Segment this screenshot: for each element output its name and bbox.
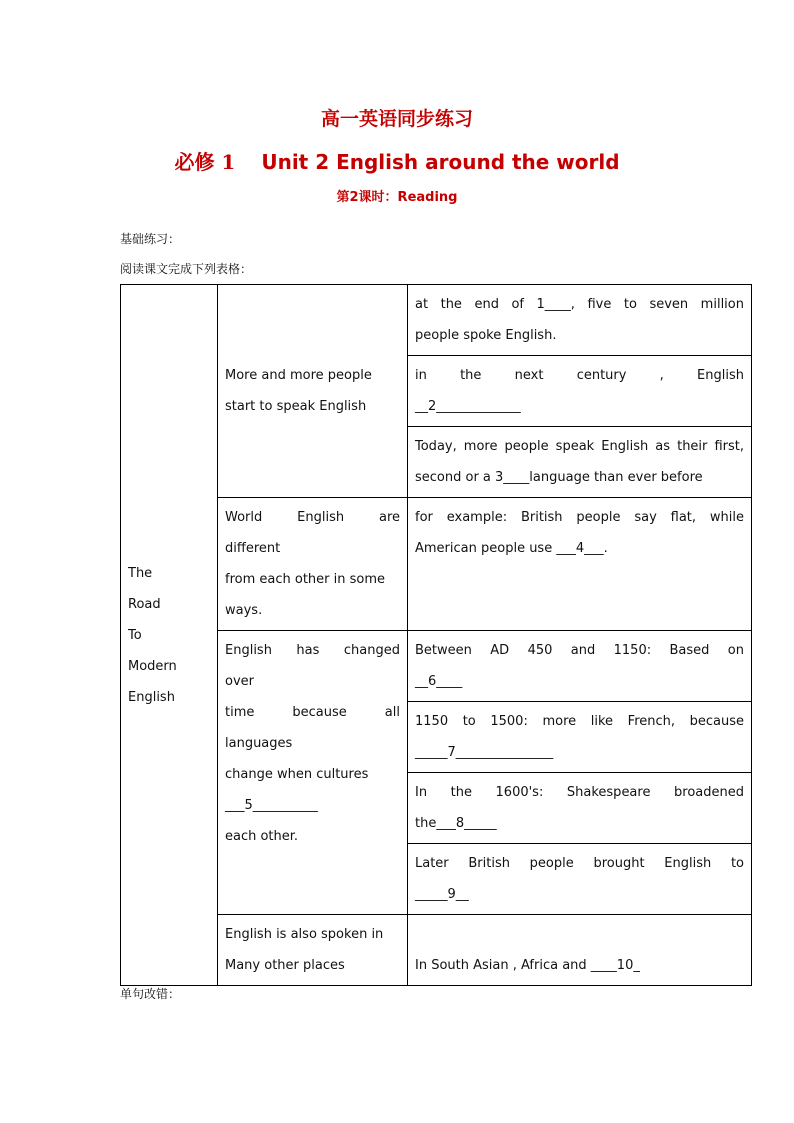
unit-subtitle xyxy=(0,146,794,175)
heading-line: change when cultures xyxy=(225,767,369,782)
blank-cell-1 xyxy=(408,285,752,356)
heading-line: ___5__________ xyxy=(225,798,318,813)
row-line: Today, more people speak English as their first, xyxy=(415,439,744,454)
blank-cell-2 xyxy=(408,356,752,427)
row-line: _____7_______________ xyxy=(415,745,554,760)
blank-cell-4 xyxy=(408,498,752,631)
row-line: second or a 3____language than ever before xyxy=(415,470,703,485)
heading-cell-places xyxy=(218,915,408,986)
blank-cell-8 xyxy=(408,773,752,844)
heading-line: More and more people xyxy=(225,368,372,383)
lesson-label: 第2课时：Reading xyxy=(336,190,458,205)
row-line: for example: British people say flat, while xyxy=(415,510,744,525)
correction-label: 单句改错： xyxy=(120,987,181,1001)
heading-line: World English are xyxy=(225,510,400,525)
topic-line: To xyxy=(128,627,142,643)
row-line: American people use ___4___. xyxy=(415,541,608,556)
heading-cell-changed xyxy=(218,631,408,915)
heading-line: ways. xyxy=(225,603,263,618)
reading-table xyxy=(120,284,752,986)
topic-line: The xyxy=(128,565,153,581)
module-label: 必修 1 xyxy=(174,150,236,174)
page-title: 高一英语同步练习 xyxy=(320,108,473,130)
row-line: at the end of 1____, five to seven million xyxy=(415,297,744,312)
row-line: __6____ xyxy=(415,674,463,689)
topic-line: Road xyxy=(128,596,161,612)
heading-cell-world xyxy=(218,498,408,631)
heading-line: start to speak English xyxy=(225,399,367,414)
blank-cell-10 xyxy=(408,915,752,986)
heading-line: English is also spoken in xyxy=(225,927,384,942)
heading-line: over xyxy=(225,674,254,689)
heading-line: each other. xyxy=(225,829,299,844)
topic-cell xyxy=(121,285,218,986)
heading-cell-people xyxy=(218,285,408,498)
row-line: Later British people brought English to xyxy=(415,856,744,871)
row-line: Between AD 450 and 1150: Based on xyxy=(415,643,744,658)
row-line: __2_____________ xyxy=(415,399,521,414)
heading-line: languages xyxy=(225,736,293,751)
blank-cell-6 xyxy=(408,631,752,702)
blank-cell-3 xyxy=(408,427,752,498)
row-line: _____9__ xyxy=(415,887,469,902)
row-line: people spoke English. xyxy=(415,328,557,343)
topic-line: Modern xyxy=(128,658,177,674)
heading-line: time because all xyxy=(225,705,400,720)
heading-line: different xyxy=(225,541,281,556)
heading-line: English has changed xyxy=(225,643,400,658)
topic-line: English xyxy=(128,689,175,705)
heading-line: Many other places xyxy=(225,958,345,973)
unit-label: Unit 2 English around the world xyxy=(261,150,620,174)
row-line: the___8_____ xyxy=(415,816,497,831)
basic-practice-label: 基础练习： xyxy=(120,232,181,246)
row-line: 1150 to 1500: more like French, because xyxy=(415,714,744,729)
blank-cell-7 xyxy=(408,702,752,773)
heading-line: from each other in some xyxy=(225,572,386,587)
instruction-label: 阅读课文完成下列表格： xyxy=(120,262,253,276)
blank-cell-9 xyxy=(408,844,752,915)
row-line: in the next century , English xyxy=(415,368,744,383)
row-line: In the 1600's: Shakespeare broadened xyxy=(415,785,744,800)
row-line: In South Asian , Africa and ____10_ xyxy=(415,958,640,973)
